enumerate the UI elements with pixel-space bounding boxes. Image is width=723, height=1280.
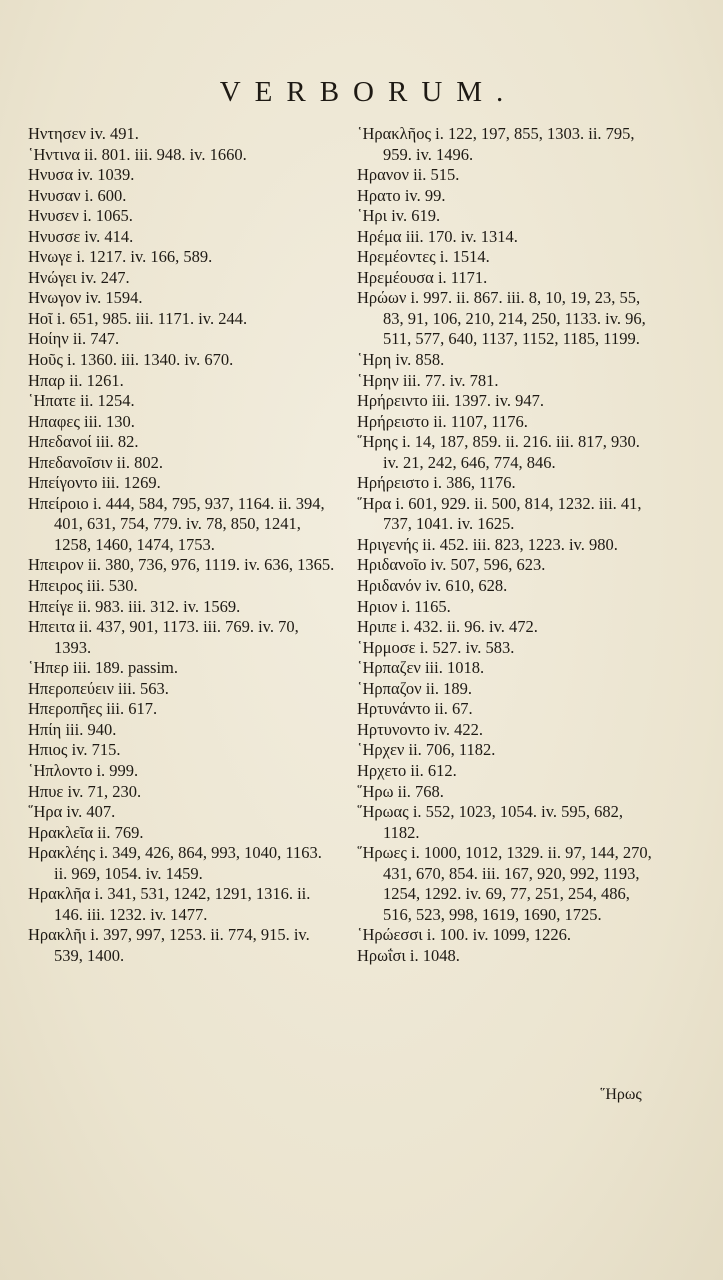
headword: Ηπεροπεύειν — [28, 678, 114, 698]
references: iii. 82. — [95, 432, 139, 452]
index-entry — [357, 124, 657, 165]
index-entry — [357, 802, 657, 843]
references: ii. 983. iii. 312. iv. 1569. — [77, 596, 241, 616]
index-entry — [28, 576, 336, 597]
references: i. 397, 997, 1253. ii. 774, 915. iv. 539, 1400. — [54, 925, 310, 965]
references: iii. 130. — [84, 411, 135, 431]
headword: ῞Ηρης — [357, 432, 398, 452]
headword: Ηπυε — [28, 781, 64, 801]
index-entry — [28, 432, 336, 453]
index-entry — [28, 699, 336, 720]
references: iv. 414. — [84, 226, 134, 246]
index-entry — [357, 247, 657, 268]
headword: ῾Ηρώεσσι — [357, 925, 423, 945]
headword: ῾Ηρχεν — [357, 740, 405, 760]
headword: Ηνωγε — [28, 247, 73, 267]
references: ii. 189. — [425, 678, 472, 698]
references: iii. 1397. iv. 947. — [431, 391, 544, 411]
headword: Ηρτυνοντο — [357, 719, 431, 739]
references: i. 386, 1176. — [433, 473, 516, 493]
references: i. 600. — [84, 185, 127, 205]
index-entry — [28, 617, 336, 658]
references: i. 1514. — [439, 247, 490, 267]
references: iv. 1594. — [85, 288, 143, 308]
references: iv. 422. — [434, 719, 484, 739]
index-entry — [28, 247, 336, 268]
references: ii. 437, 901, 1173. iii. 769. iv. 70, 1393. — [54, 617, 299, 657]
references: iii. 530. — [86, 576, 138, 596]
headword: Ηπαφες — [28, 411, 80, 431]
headword: Ηνωγον — [28, 288, 82, 308]
references: iv. 610, 628. — [425, 576, 508, 596]
index-entry — [357, 782, 657, 803]
index-entry — [357, 720, 657, 741]
headword: ῾Ηρπαζεν — [357, 658, 421, 678]
references: iv. 858. — [395, 350, 445, 370]
headword: ῾Ηπατε — [28, 391, 76, 411]
references: i. 527. iv. 583. — [419, 637, 515, 657]
references: iii. 189. passim. — [73, 658, 178, 678]
index-entry — [28, 494, 336, 556]
index-entry — [28, 412, 336, 433]
headword: Ηνώγει — [28, 267, 77, 287]
references: ii. 612. — [410, 760, 457, 780]
headword: Ηρήρειντο — [357, 391, 428, 411]
index-entry — [357, 391, 657, 412]
references: ii. 801. iii. 948. iv. 1660. — [84, 144, 247, 164]
references: ii. 515. — [413, 165, 460, 185]
references: i. 122, 197, 855, 1303. ii. 795, 959. iv. 1496. — [383, 124, 635, 164]
headword: Ηπεδανοί — [28, 432, 92, 452]
references: i. 1065. — [82, 206, 133, 226]
references: iii. 170. iv. 1314. — [405, 226, 518, 246]
headword: Ηριπε — [357, 617, 397, 637]
references: i. 999. — [96, 760, 139, 780]
headword: Ηπείροιο — [28, 493, 89, 513]
index-entry — [28, 884, 336, 925]
headword: Ηοῦς — [28, 350, 63, 370]
references: iv. 507, 596, 623. — [430, 555, 546, 575]
index-entry — [357, 658, 657, 679]
references: i. 997. ii. 867. iii. 8, 10, 19, 23, 55, 83, 91, 106, 210, 214, 250, 1133. iv. 96, 511, 577, 640, 1137, 1152, 1185, 1199. — [383, 288, 646, 349]
index-entry — [357, 740, 657, 761]
references: i. 349, 426, 864, 993, 1040, 1163. ii. 969, 1054. iv. 1459. — [54, 843, 322, 883]
references: ii. 67. — [434, 699, 473, 719]
index-entry — [28, 227, 336, 248]
headword: Ηρακλεῖα — [28, 822, 94, 842]
catchword: ῞Ηρως — [600, 1086, 642, 1103]
index-entry — [357, 288, 657, 350]
index-entry — [28, 186, 336, 207]
index-entry — [28, 473, 336, 494]
index-entry — [357, 576, 657, 597]
references: i. 341, 531, 1242, 1291, 1316. ii. 146. iii. 1232. iv. 1477. — [54, 884, 311, 924]
headword: Ηρώων — [357, 288, 407, 308]
headword: Ηπείγε — [28, 596, 74, 616]
references: iv. 99. — [404, 185, 446, 205]
index-entry — [357, 638, 657, 659]
references: iv. 491. — [90, 124, 139, 143]
index-entry — [357, 597, 657, 618]
index-entry — [28, 658, 336, 679]
index-entry — [357, 227, 657, 248]
headword: Ηπειτα — [28, 617, 75, 637]
index-entry — [28, 925, 336, 966]
headword: Ηπειρον — [28, 555, 84, 575]
headword: Ηπεροπῆες — [28, 699, 103, 719]
index-entry — [28, 268, 336, 289]
index-entry — [357, 555, 657, 576]
index-entry — [28, 555, 336, 576]
headword: Ηνυσα — [28, 165, 74, 185]
headword: Ηρέμα — [357, 226, 402, 246]
index-entry — [357, 679, 657, 700]
headword: ῾Ηρακλῆος — [357, 124, 432, 143]
references: i. 601, 929. ii. 500, 814, 1232. iii. 41, 737, 1041. iv. 1625. — [383, 493, 642, 534]
index-entry — [28, 165, 336, 186]
index-entry — [28, 288, 336, 309]
headword: ῾Ηρμοσε — [357, 637, 416, 657]
references: ii. 380, 736, 976, 1119. iv. 636, 1365. — [87, 555, 335, 575]
references: iv. 619. — [391, 206, 441, 226]
references: i. 444, 584, 795, 937, 1164. ii. 394, 401, 631, 754, 779. iv. 78, 850, 1241, 1258, 1460, 1474, 1753. — [54, 493, 325, 554]
references: ii. 769. — [97, 822, 144, 842]
index-entry — [28, 823, 336, 844]
headword: Ηπιος — [28, 740, 68, 760]
index-entry — [28, 206, 336, 227]
headword: Ηρεμέουσα — [357, 267, 434, 287]
references: iv. 71, 230. — [67, 781, 142, 801]
references: iv. 247. — [80, 267, 130, 287]
references: i. 14, 187, 859. ii. 216. iii. 817, 930. iv. 21, 242, 646, 774, 846. — [383, 432, 640, 472]
page-header: VERBORUM. — [219, 76, 518, 108]
headword: Ηοῖ — [28, 308, 53, 328]
index-entry — [357, 186, 657, 207]
headword: Ηριγενής — [357, 534, 419, 554]
headword: Ηρτυνάντο — [357, 699, 431, 719]
index-entry — [357, 699, 657, 720]
headword: Ηρατο — [357, 185, 401, 205]
references: iv. 715. — [71, 740, 121, 760]
headword: ῾Ηρη — [357, 350, 392, 370]
index-entry — [357, 165, 657, 186]
references: iii. 1018. — [424, 658, 485, 678]
left-column — [28, 124, 336, 966]
index-entry — [357, 535, 657, 556]
index-entry — [28, 761, 336, 782]
index-entry — [28, 782, 336, 803]
references: i. 1171. — [437, 267, 488, 287]
headword: Ηριδανόν — [357, 576, 422, 596]
headword: Ηντησεν — [28, 124, 86, 143]
headword: ῞Ηρωας — [357, 802, 409, 822]
index-entry — [357, 925, 657, 946]
headword: Ηρεμέοντες — [357, 247, 436, 267]
index-entry — [357, 268, 657, 289]
headword: Ηριον — [357, 596, 398, 616]
headword: Ηπείγοντο — [28, 473, 98, 493]
headword: Ηπειρος — [28, 576, 83, 596]
headword: Ηρήρειστο — [357, 411, 430, 431]
references: iii. 617. — [106, 699, 158, 719]
index-entry — [357, 473, 657, 494]
index-entry — [28, 145, 336, 166]
references: i. 1165. — [401, 596, 451, 616]
references: ii. 802. — [116, 452, 163, 472]
headword: ῾Ηρπαζον — [357, 678, 422, 698]
index-entry — [357, 412, 657, 433]
references: i. 1217. iv. 166, 589. — [76, 247, 213, 267]
headword: ῾Ηντινα — [28, 144, 81, 164]
headword: ῞Ηρα — [357, 493, 392, 513]
headword: Ηρακλῆι — [28, 925, 87, 945]
references: ii. 706, 1182. — [408, 740, 496, 760]
index-entry — [28, 453, 336, 474]
index-entry — [28, 740, 336, 761]
headword: Ηνυσσε — [28, 226, 81, 246]
headword: Ηρανον — [357, 165, 409, 185]
headword: ῾Ηρην — [357, 370, 399, 390]
headword: Ηρακλέης — [28, 843, 96, 863]
references: iv. 1039. — [77, 165, 135, 185]
references: ii. 1254. — [80, 391, 135, 411]
index-entry — [28, 679, 336, 700]
references: iii. 77. iv. 781. — [402, 370, 499, 390]
references: ii. 1107, 1176. — [433, 411, 528, 431]
headword: Ηπαρ — [28, 370, 66, 390]
headword: Ηνυσεν — [28, 206, 79, 226]
references: ii. 768. — [397, 781, 444, 801]
references: iv. 407. — [66, 802, 116, 822]
headword: Ηρήρειστο — [357, 473, 430, 493]
index-entry — [28, 329, 336, 350]
headword: ῾Ηπερ — [28, 658, 69, 678]
right-column — [357, 124, 657, 966]
index-entry — [28, 309, 336, 330]
references: i. 100. iv. 1099, 1226. — [426, 925, 572, 945]
index-entry — [28, 350, 336, 371]
references: iii. 1269. — [101, 473, 161, 493]
headword: Ηρακλῆα — [28, 884, 91, 904]
index-entry — [28, 802, 336, 823]
headword: Ηπεδανοῖσιν — [28, 452, 113, 472]
headword: Ηνυσαν — [28, 185, 81, 205]
references: iii. 940. — [65, 719, 117, 739]
index-entry — [357, 946, 657, 967]
index-entry — [357, 843, 657, 925]
references: ii. 452. iii. 823, 1223. iv. 980. — [422, 534, 618, 554]
index-entry — [28, 720, 336, 741]
index-entry — [357, 371, 657, 392]
headword: ῞Ηρα — [28, 802, 63, 822]
references: i. 432. ii. 96. iv. 472. — [400, 617, 538, 637]
references: i. 1048. — [409, 945, 460, 965]
headword: Ηοίην — [28, 329, 69, 349]
index-entry — [28, 371, 336, 392]
index-entry — [357, 617, 657, 638]
index-entry — [357, 350, 657, 371]
index-entry — [357, 494, 657, 535]
headword: ῞Ηρωες — [357, 843, 407, 863]
references: i. 1360. iii. 1340. iv. 670. — [67, 350, 234, 370]
headword: Ηρχετο — [357, 760, 407, 780]
references: ii. 747. — [72, 329, 120, 349]
headword: Ηπίη — [28, 719, 62, 739]
index-entry — [28, 597, 336, 618]
headword: ῾Ηρι — [357, 206, 388, 226]
references: iii. 563. — [118, 678, 169, 698]
headword: Ηρωΐσι — [357, 945, 406, 965]
index-entry — [28, 391, 336, 412]
index-entry — [28, 843, 336, 884]
headword: Ηριδανοῖο — [357, 555, 427, 575]
references: i. 651, 985. iii. 1171. iv. 244. — [56, 308, 248, 328]
index-entry — [357, 761, 657, 782]
references: i. 552, 1023, 1054. iv. 595, 682, 1182. — [383, 802, 624, 842]
headword: ῾Ηπλοντο — [28, 760, 93, 780]
index-entry — [28, 124, 336, 145]
index-entry — [357, 432, 657, 473]
references: i. 1000, 1012, 1329. ii. 97, 144, 270, 431, 670, 854. iii. 167, 920, 992, 1193, 1254, 1292. iv. 69, 77, 251, 254, 486, 516, 523, 998, 1619, 1690, 1725. — [383, 843, 652, 924]
index-entry — [357, 206, 657, 227]
headword: ῞Ηρω — [357, 781, 394, 801]
references: ii. 1261. — [69, 370, 124, 390]
